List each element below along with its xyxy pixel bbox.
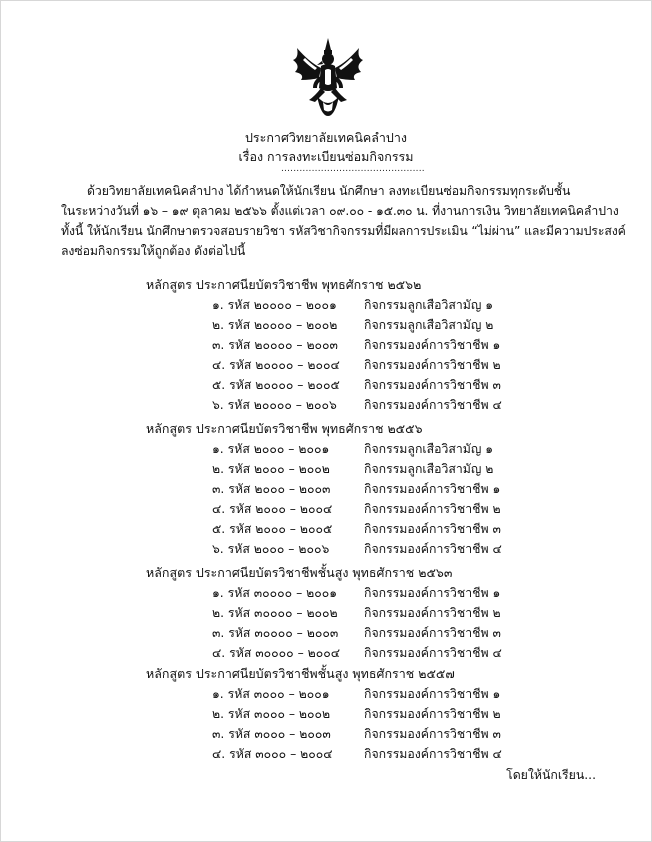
curriculum-section <box>146 419 606 559</box>
course-name: กิจกรรมองค์การวิชาชีพ ๔ <box>364 646 502 660</box>
paragraph-line: ทั้งนี้ ให้นักเรียน นักศึกษาตรวจสอบรายวิชา รหัสวิชากิจกรรมที่มีผลการประเมิน “ไม่ผ่าน” และมีความประสงค์ <box>61 224 626 238</box>
course-name: กิจกรรมองค์การวิชาชีพ ๒ <box>364 707 501 721</box>
announcement-subject: เรื่อง การลงทะเบียนซ่อมกิจกรรม <box>238 149 414 164</box>
paragraph-line: ในระหว่างวันที่ ๑๖ – ๑๙ ตุลาคม ๒๕๖๖ ตั้งแต่เวลา ๐๙.๐๐ - ๑๕.๓๐ น. ที่งานการเงิน วิทยาลัยเทคนิคลำปาง <box>61 204 619 218</box>
course-row <box>146 295 606 315</box>
course-code: ๔. รหัส ๒๐๐๐๐ – ๒๐๐๔ <box>212 358 340 372</box>
course-code: ๒. รหัส ๓๐๐๐๐ – ๒๐๐๒ <box>212 606 338 620</box>
course-code: ๓. รหัส ๓๐๐๐ – ๒๐๐๓ <box>212 727 331 741</box>
course-name: กิจกรรมองค์การวิชาชีพ ๒ <box>364 606 501 620</box>
body-paragraph <box>61 181 626 261</box>
garuda-emblem-icon <box>287 36 369 118</box>
course-code: ๕. รหัส ๒๐๐๐ – ๒๐๐๕ <box>212 522 333 536</box>
paragraph-line: ด้วยวิทยาลัยเทคนิคลำปาง ได้กำหนดให้นักเรียน นักศึกษา ลงทะเบียนซ่อมกิจกรรมทุกระดับชั้น <box>87 184 571 198</box>
course-code: ๔. รหัส ๒๐๐๐ – ๒๐๐๔ <box>212 502 333 516</box>
section-heading: หลักสูตร ประกาศนียบัตรวิชาชีพชั้นสูง พุทธศักราช ๒๕๕๗ <box>146 666 455 681</box>
course-code: ๑. รหัส ๓๐๐๐๐ – ๒๐๐๑ <box>212 586 338 600</box>
course-row <box>146 724 606 744</box>
course-code: ๖. รหัส ๒๐๐๐ – ๒๐๐๖ <box>212 542 330 556</box>
course-name: กิจกรรมองค์การวิชาชีพ ๑ <box>364 482 501 496</box>
course-row <box>146 623 606 643</box>
course-row <box>146 499 606 519</box>
course-code: ๑. รหัส ๒๐๐๐๐ – ๒๐๐๑ <box>212 298 337 312</box>
course-row <box>146 355 606 375</box>
course-name: กิจกรรมองค์การวิชาชีพ ๓ <box>364 626 501 640</box>
course-code: ๒. รหัส ๒๐๐๐๐ – ๒๐๐๒ <box>212 318 338 332</box>
course-name: กิจกรรมลูกเสือวิสามัญ ๒ <box>364 462 494 476</box>
course-code: ๓. รหัส ๓๐๐๐๐ – ๒๐๐๓ <box>212 626 339 640</box>
course-row <box>146 704 606 724</box>
course-row <box>146 744 606 764</box>
course-code: ๔. รหัส ๓๐๐๐๐ – ๒๐๐๔ <box>212 646 341 660</box>
section-heading: หลักสูตร ประกาศนียบัตรวิชาชีพ พุทธศักราช ๒๕๖๒ <box>146 277 422 292</box>
course-row <box>146 395 606 415</box>
course-name: กิจกรรมลูกเสือวิสามัญ ๑ <box>364 298 494 312</box>
course-name: กิจกรรมลูกเสือวิสามัญ ๒ <box>364 318 494 332</box>
course-code: ๕. รหัส ๒๐๐๐๐ – ๒๐๐๕ <box>212 378 340 392</box>
course-row <box>146 519 606 539</box>
section-heading: หลักสูตร ประกาศนียบัตรวิชาชีพชั้นสูง พุทธศักราช ๒๕๖๓ <box>146 565 453 580</box>
course-row <box>146 603 606 623</box>
curriculum-section <box>146 275 606 415</box>
course-name: กิจกรรมองค์การวิชาชีพ ๓ <box>364 727 501 741</box>
course-row <box>146 335 606 355</box>
course-name: กิจกรรมองค์การวิชาชีพ ๓ <box>364 378 501 392</box>
course-code: ๒. รหัส ๓๐๐๐ – ๒๐๐๒ <box>212 707 331 721</box>
course-code: ๑. รหัส ๒๐๐๐ – ๒๐๐๑ <box>212 442 330 456</box>
course-row <box>146 315 606 335</box>
course-name: กิจกรรมองค์การวิชาชีพ ๑ <box>364 338 501 352</box>
curriculum-section <box>146 664 606 764</box>
course-code: ๒. รหัส ๒๐๐๐ – ๒๐๐๒ <box>212 462 330 476</box>
course-row <box>146 439 606 459</box>
course-name: กิจกรรมองค์การวิชาชีพ ๓ <box>364 522 501 536</box>
course-row <box>146 643 606 663</box>
course-name: กิจกรรมองค์การวิชาชีพ ๑ <box>364 687 501 701</box>
announcement-title: ประกาศวิทยาลัยเทคนิคลำปาง <box>245 130 407 145</box>
course-name: กิจกรรมองค์การวิชาชีพ ๔ <box>364 542 502 556</box>
course-code: ๓. รหัส ๒๐๐๐๐ – ๒๐๐๓ <box>212 338 338 352</box>
course-code: ๔. รหัส ๓๐๐๐ – ๒๐๐๔ <box>212 747 333 761</box>
course-code: ๓. รหัส ๒๐๐๐ – ๒๐๐๓ <box>212 482 331 496</box>
course-row <box>146 459 606 479</box>
paragraph-line: ลงซ่อมกิจกรรมให้ถูกต้อง ดังต่อไปนี้ <box>61 244 246 258</box>
curriculum-section <box>146 563 606 663</box>
title-divider: ............................................... <box>281 164 425 174</box>
course-row <box>146 479 606 499</box>
course-name: กิจกรรมองค์การวิชาชีพ ๒ <box>364 502 501 516</box>
course-code: ๖. รหัส ๒๐๐๐๐ – ๒๐๐๖ <box>212 398 337 412</box>
course-name: กิจกรรมองค์การวิชาชีพ ๔ <box>364 747 502 761</box>
course-row <box>146 539 606 559</box>
continuation-note: โดยให้นักเรียน... <box>506 768 596 782</box>
course-row <box>146 375 606 395</box>
course-row <box>146 583 606 603</box>
course-name: กิจกรรมองค์การวิชาชีพ ๔ <box>364 398 502 412</box>
course-row <box>146 684 606 704</box>
course-name: กิจกรรมลูกเสือวิสามัญ ๑ <box>364 442 494 456</box>
course-name: กิจกรรมองค์การวิชาชีพ ๑ <box>364 586 501 600</box>
section-heading: หลักสูตร ประกาศนียบัตรวิชาชีพ พุทธศักราช ๒๕๕๖ <box>146 421 423 436</box>
course-name: กิจกรรมองค์การวิชาชีพ ๒ <box>364 358 501 372</box>
course-code: ๑. รหัส ๓๐๐๐ – ๒๐๐๑ <box>212 687 330 701</box>
